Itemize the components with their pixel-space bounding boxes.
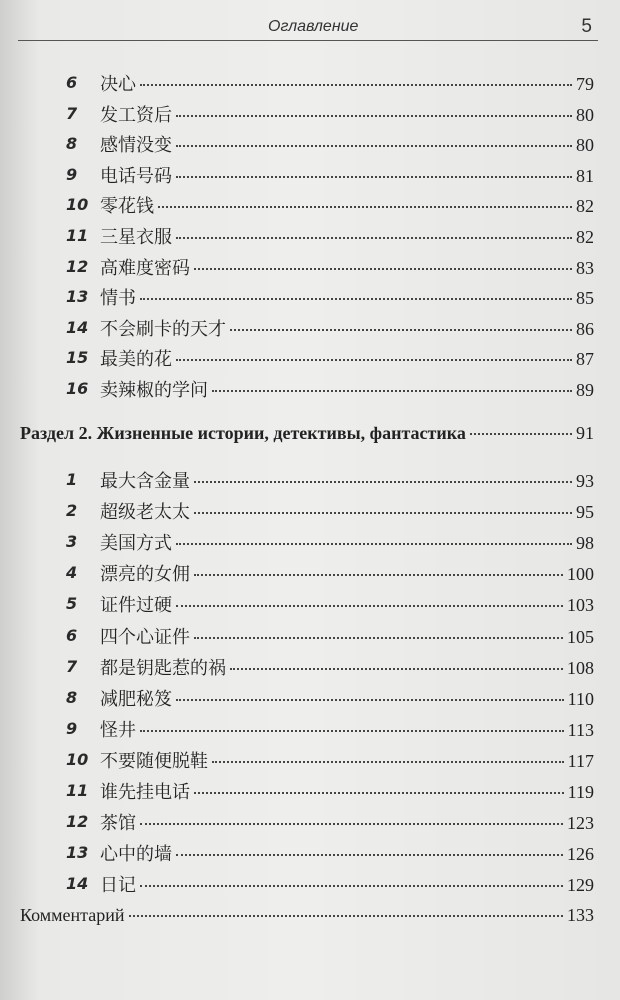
- toc-entry: [0, 376, 620, 406]
- entry-number: 14: [66, 874, 89, 894]
- entry-leader: [100, 101, 594, 131]
- entry-leader: [100, 498, 594, 528]
- entry-leader: [100, 70, 594, 100]
- dot-leader: [176, 176, 572, 178]
- entry-leader: [20, 905, 594, 935]
- entry-leader: [100, 192, 594, 222]
- entry-number: 14: [66, 317, 89, 337]
- entry-number: 10: [66, 749, 89, 769]
- entry-title: 不要随便脱鞋: [100, 750, 208, 772]
- toc-entry: [0, 192, 620, 222]
- entry-page-number: 93: [576, 471, 594, 491]
- entry-leader: [100, 716, 594, 746]
- entry-number: 6: [66, 73, 78, 92]
- entry-page-number: 89: [576, 380, 594, 400]
- entry-page-number: 105: [567, 626, 594, 647]
- toc-entry: [0, 345, 620, 375]
- entry-number: 2: [66, 501, 78, 521]
- entry-title: 三星衣服: [100, 227, 172, 248]
- entry-title: 减肥秘笈: [100, 688, 172, 710]
- entry-title: 证件过硬: [100, 595, 172, 617]
- dot-leader: [212, 390, 572, 392]
- dot-leader: [176, 359, 572, 361]
- entry-leader: [100, 254, 594, 284]
- dot-leader: [176, 543, 572, 545]
- entry-page-number: 85: [576, 288, 594, 309]
- dot-leader: [176, 605, 563, 607]
- toc-entry: [0, 591, 620, 621]
- toc-entry: [0, 685, 620, 715]
- entry-title: 发工资后: [100, 104, 172, 126]
- dot-leader: [194, 512, 572, 514]
- toc-entry: [0, 529, 620, 559]
- dot-leader: [140, 823, 563, 825]
- toc-entry: [0, 131, 620, 161]
- toc-entry: [0, 315, 620, 345]
- entry-leader: [100, 315, 594, 345]
- toc-entry: [0, 716, 620, 746]
- entry-number: 3: [66, 532, 78, 552]
- entry-title: 感情没变: [100, 135, 172, 157]
- entry-title: 电话号码: [100, 165, 172, 187]
- entry-title: 美国方式: [100, 533, 172, 555]
- entry-number: 13: [66, 287, 89, 307]
- dot-leader: [194, 574, 563, 576]
- toc-entry: [0, 162, 620, 192]
- entry-page-number: 100: [567, 564, 594, 585]
- dot-leader: [140, 885, 563, 887]
- entry-leader: [100, 284, 594, 314]
- toc-entry: [0, 778, 620, 808]
- entry-leader: [100, 809, 594, 839]
- entry-page-number: 113: [567, 719, 594, 740]
- entry-leader: [100, 685, 594, 715]
- entry-title: 超级老太太: [100, 502, 190, 524]
- entry-title: 卖辣椒的学问: [100, 380, 208, 401]
- entry-number: 7: [66, 103, 78, 123]
- entry-leader: [20, 423, 594, 453]
- entry-page-number: 103: [567, 595, 594, 616]
- entry-leader: [100, 223, 594, 253]
- dot-leader: [176, 237, 572, 239]
- entry-number: 16: [66, 379, 89, 398]
- entry-leader: [100, 591, 594, 621]
- entry-title: 最大含金量: [100, 471, 190, 492]
- entry-number: 12: [66, 256, 89, 276]
- entry-page-number: 81: [576, 165, 594, 186]
- entry-page-number: 86: [576, 318, 594, 339]
- dot-leader: [158, 206, 572, 208]
- entry-number: 5: [66, 594, 78, 614]
- entry-title: 零花钱: [100, 196, 154, 218]
- entry-page-number: 82: [576, 227, 594, 247]
- toc-entry: [0, 840, 620, 870]
- page-number: 5: [581, 16, 592, 37]
- toc-entry: [0, 254, 620, 284]
- entry-number: 8: [66, 687, 78, 707]
- dot-leader: [194, 268, 572, 270]
- dot-leader: [140, 298, 572, 300]
- toc-entry: [0, 560, 620, 590]
- entry-title: 心中的墙: [100, 844, 172, 866]
- toc-entry: [0, 747, 620, 777]
- entry-title: Раздел 2. Жизненные истории, детективы, фантастика: [20, 423, 466, 443]
- entry-number: 15: [66, 348, 89, 368]
- entry-number: 4: [66, 563, 78, 583]
- entry-title: 最美的花: [100, 349, 172, 371]
- entry-title: 不会刷卡的天才: [100, 318, 226, 340]
- toc-entry: [0, 623, 620, 653]
- dot-leader: [194, 481, 572, 483]
- entry-leader: [100, 747, 594, 777]
- entry-page-number: 133: [567, 905, 594, 925]
- dot-leader: [140, 84, 572, 86]
- entry-page-number: 79: [576, 74, 594, 94]
- entry-page-number: 95: [576, 502, 594, 523]
- entry-number: 6: [66, 625, 78, 645]
- entry-page-number: 110: [567, 688, 594, 709]
- entry-page-number: 82: [576, 196, 594, 217]
- entry-page-number: 87: [576, 349, 594, 370]
- section-heading-row: [0, 423, 620, 453]
- entry-leader: [100, 345, 594, 375]
- entry-leader: [100, 162, 594, 192]
- dot-leader: [194, 637, 563, 639]
- comment-row: [0, 905, 620, 935]
- entry-page-number: 80: [576, 104, 594, 125]
- entry-number: 13: [66, 843, 89, 863]
- entry-title: 四个心证件: [100, 626, 190, 648]
- entry-page-number: 108: [567, 657, 594, 678]
- dot-leader: [176, 115, 572, 117]
- entry-page-number: 83: [576, 257, 594, 278]
- entry-leader: [100, 560, 594, 590]
- entry-leader: [100, 778, 594, 808]
- entry-number: 10: [66, 195, 89, 215]
- dot-leader: [129, 915, 563, 917]
- entry-leader: [100, 376, 594, 406]
- dot-leader: [230, 329, 572, 331]
- entry-title: 决心: [100, 74, 136, 95]
- dot-leader: [194, 792, 564, 794]
- dot-leader: [140, 730, 564, 732]
- entry-title: 情书: [100, 288, 136, 310]
- toc-entry: [0, 467, 620, 497]
- dot-leader: [176, 699, 564, 701]
- entry-title: 谁先挂电话: [100, 782, 190, 803]
- entry-page-number: 126: [567, 844, 594, 865]
- toc-entry: [0, 101, 620, 131]
- entry-title: 高难度密码: [100, 257, 190, 279]
- dot-leader: [212, 761, 564, 763]
- entry-leader: [100, 467, 594, 497]
- entry-leader: [100, 840, 594, 870]
- entry-number: 9: [66, 718, 78, 738]
- entry-title: 都是钥匙惹的祸: [100, 657, 226, 679]
- entry-title: 怪井: [100, 719, 136, 741]
- toc-entry: [0, 284, 620, 314]
- entry-page-number: 91: [576, 423, 594, 443]
- entry-page-number: 123: [567, 813, 594, 834]
- running-header-title: Оглавление: [268, 18, 359, 35]
- entry-page-number: 129: [567, 875, 594, 896]
- entry-page-number: 119: [567, 782, 594, 802]
- dot-leader: [176, 854, 563, 856]
- dot-leader: [470, 433, 572, 435]
- dot-leader: [230, 668, 563, 670]
- entry-number: 9: [66, 164, 78, 184]
- entry-leader: [100, 529, 594, 559]
- entry-page-number: 117: [567, 750, 594, 771]
- entry-number: 7: [66, 656, 78, 676]
- entry-number: 11: [66, 226, 89, 245]
- dot-leader: [176, 145, 572, 147]
- entry-title: Комментарий: [20, 905, 125, 925]
- entry-number: 1: [66, 470, 78, 489]
- entry-leader: [100, 654, 594, 684]
- entry-title: 茶馆: [100, 813, 136, 835]
- toc-entry: [0, 809, 620, 839]
- entry-number: 12: [66, 812, 89, 832]
- entry-number: 11: [66, 781, 89, 800]
- entry-title: 日记: [100, 875, 136, 897]
- toc-entry: [0, 70, 620, 100]
- entry-page-number: 80: [576, 135, 594, 156]
- entry-page-number: 98: [576, 533, 594, 554]
- toc-entry: [0, 871, 620, 901]
- entry-leader: [100, 131, 594, 161]
- toc-entry: [0, 498, 620, 528]
- entry-leader: [100, 623, 594, 653]
- entry-number: 8: [66, 134, 78, 154]
- entry-leader: [100, 871, 594, 901]
- toc-entry: [0, 223, 620, 253]
- entry-title: 漂亮的女佣: [100, 564, 190, 586]
- toc-entry: [0, 654, 620, 684]
